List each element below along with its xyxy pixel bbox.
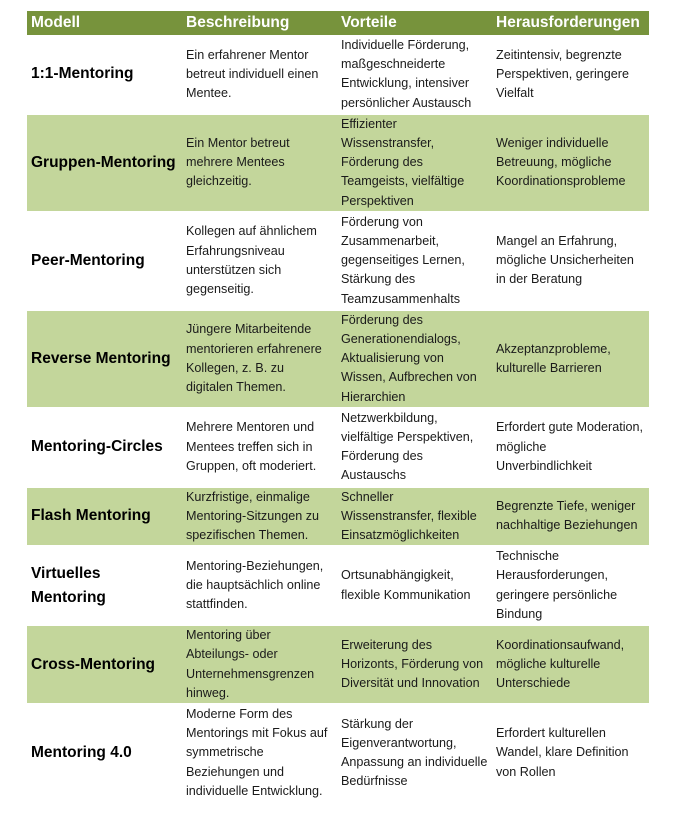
challenges-cell: Mangel an Erfahrung, mögliche Unsicherheiten in der Beratung: [492, 212, 649, 310]
header-modell: Modell: [27, 11, 182, 36]
challenges-cell: Akzeptanzprobleme, kulturelle Barrieren: [492, 310, 649, 408]
description-cell: Ein Mentor betreut mehrere Mentees gleichzeitig.: [182, 114, 337, 212]
model-cell: Cross-Mentoring: [27, 625, 182, 704]
header-vorteile: Vorteile: [337, 11, 492, 36]
header-row: [27, 11, 649, 36]
model-cell: Virtuelles Mentoring: [27, 546, 182, 625]
mentoring-models-table: [27, 11, 649, 803]
advantages-cell: Förderung des Generationendialogs, Aktualisierung von Wissen, Aufbrechen von Hierarchien: [337, 310, 492, 408]
description-cell: Kurzfristige, einmalige Mentoring-Sitzungen zu spezifischen Themen.: [182, 487, 337, 547]
advantages-cell: Stärkung der Eigenverantwortung, Anpassung an individuelle Bedürfnisse: [337, 704, 492, 802]
table-row: [27, 310, 649, 408]
challenges-cell: Erfordert kulturellen Wandel, klare Definition von Rollen: [492, 704, 649, 802]
description-cell: Ein erfahrener Mentor betreut individuell einen Mentee.: [182, 36, 337, 114]
table-row: [27, 36, 649, 114]
challenges-cell: Koordinationsaufwand, mögliche kulturelle Unterschiede: [492, 625, 649, 704]
description-cell: Mentoring über Abteilungs- oder Unternehmensgrenzen hinweg.: [182, 625, 337, 704]
description-cell: Jüngere Mitarbeitende mentorieren erfahrenere Kollegen, z. B. zu digitalen Themen.: [182, 310, 337, 408]
model-cell: Mentoring-Circles: [27, 408, 182, 487]
challenges-cell: Weniger individuelle Betreuung, mögliche Koordinationsprobleme: [492, 114, 649, 212]
model-cell: Gruppen-Mentoring: [27, 114, 182, 212]
model-cell: Peer-Mentoring: [27, 212, 182, 310]
model-cell: Reverse Mentoring: [27, 310, 182, 408]
model-cell: Mentoring 4.0: [27, 704, 182, 802]
table-row: [27, 212, 649, 310]
challenges-cell: Begrenzte Tiefe, weniger nachhaltige Beziehungen: [492, 487, 649, 547]
challenges-cell: Zeitintensiv, begrenzte Perspektiven, geringere Vielfalt: [492, 36, 649, 114]
model-cell: Flash Mentoring: [27, 487, 182, 547]
advantages-cell: Netzwerkbildung, vielfältige Perspektiven, Förderung des Austauschs: [337, 408, 492, 487]
table-row: [27, 408, 649, 487]
table-row: [27, 487, 649, 547]
table-row: [27, 546, 649, 625]
advantages-cell: Ortsunabhängigkeit, flexible Kommunikation: [337, 546, 492, 625]
challenges-cell: Technische Herausforderungen, geringere persönliche Bindung: [492, 546, 649, 625]
description-cell: Kollegen auf ähnlichem Erfahrungsniveau unterstützen sich gegenseitig.: [182, 212, 337, 310]
table-row: [27, 625, 649, 704]
challenges-cell: Erfordert gute Moderation, mögliche Unverbindlichkeit: [492, 408, 649, 487]
table-row: [27, 704, 649, 802]
advantages-cell: Individuelle Förderung, maßgeschneiderte Entwicklung, intensiver persönlicher Austausch: [337, 36, 492, 114]
header-herausforderungen: Herausforderungen: [492, 11, 649, 36]
table-row: [27, 114, 649, 212]
advantages-cell: Schneller Wissenstransfer, flexible Einsatzmöglichkeiten: [337, 487, 492, 547]
advantages-cell: Erweiterung des Horizonts, Förderung von Diversität und Innovation: [337, 625, 492, 704]
header-beschreibung: Beschreibung: [182, 11, 337, 36]
description-cell: Mentoring-Beziehungen, die hauptsächlich online stattfinden.: [182, 546, 337, 625]
model-cell: 1:1-Mentoring: [27, 36, 182, 114]
description-cell: Moderne Form des Mentorings mit Fokus auf symmetrische Beziehungen und individuelle Entwicklung.: [182, 704, 337, 802]
advantages-cell: Effizienter Wissenstransfer, Förderung des Teamgeists, vielfältige Perspektiven: [337, 114, 492, 212]
advantages-cell: Förderung von Zusammenarbeit, gegenseitiges Lernen, Stärkung des Teamzusammenhalts: [337, 212, 492, 310]
description-cell: Mehrere Mentoren und Mentees treffen sich in Gruppen, oft moderiert.: [182, 408, 337, 487]
